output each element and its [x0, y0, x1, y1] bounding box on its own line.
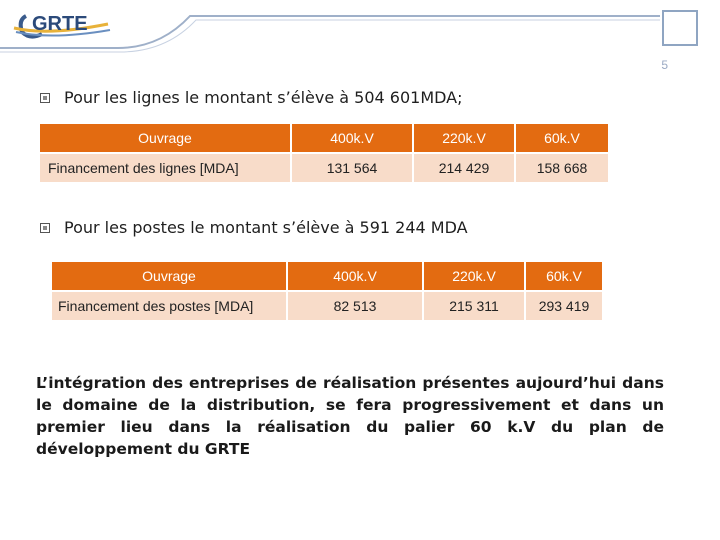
header-ouvrage: Ouvrage — [52, 262, 286, 290]
table-row — [52, 292, 602, 320]
header-220kv: 220k.V — [424, 262, 524, 290]
corner-box-decoration — [662, 10, 698, 46]
header-400kv: 400k.V — [288, 262, 422, 290]
cell-400kv: 131 564 — [292, 154, 412, 182]
bullet-postes — [40, 218, 468, 237]
header-60kv: 60k.V — [516, 124, 608, 152]
bullet-square-icon — [40, 223, 50, 233]
row-label: Financement des lignes [MDA] — [40, 154, 290, 182]
bullet-postes-text: Pour les postes le montant s’élève à 591 244 MDA — [64, 218, 468, 237]
cell-220kv: 215 311 — [424, 292, 524, 320]
table-row — [40, 154, 608, 182]
cell-60kv: 293 419 — [526, 292, 602, 320]
header-220kv: 220k.V — [414, 124, 514, 152]
bullet-lignes-text: Pour les lignes le montant s’élève à 504 601MDA; — [64, 88, 463, 107]
cell-400kv: 82 513 — [288, 292, 422, 320]
bullet-lignes — [40, 88, 463, 107]
header-ouvrage: Ouvrage — [40, 124, 290, 152]
logo-text: GRTE — [32, 13, 88, 35]
table-lignes — [38, 122, 610, 184]
table-postes — [50, 260, 604, 322]
cell-220kv: 214 429 — [414, 154, 514, 182]
conclusion-paragraph: L’intégration des entreprises de réalisation présentes aujourd’hui dans le domaine de la distribution, se fera progressivement et dans un premier lieu dans la réalisation du palier 60 k.V du plan de développement du GRTE — [36, 374, 664, 458]
header-60kv: 60k.V — [526, 262, 602, 290]
page-number: 5 — [661, 58, 668, 72]
bullet-square-icon — [40, 93, 50, 103]
header-400kv: 400k.V — [292, 124, 412, 152]
grte-logo — [8, 6, 120, 42]
row-label: Financement des postes [MDA] — [52, 292, 286, 320]
table-header-row — [52, 262, 602, 290]
cell-60kv: 158 668 — [516, 154, 608, 182]
table-header-row — [40, 124, 608, 152]
